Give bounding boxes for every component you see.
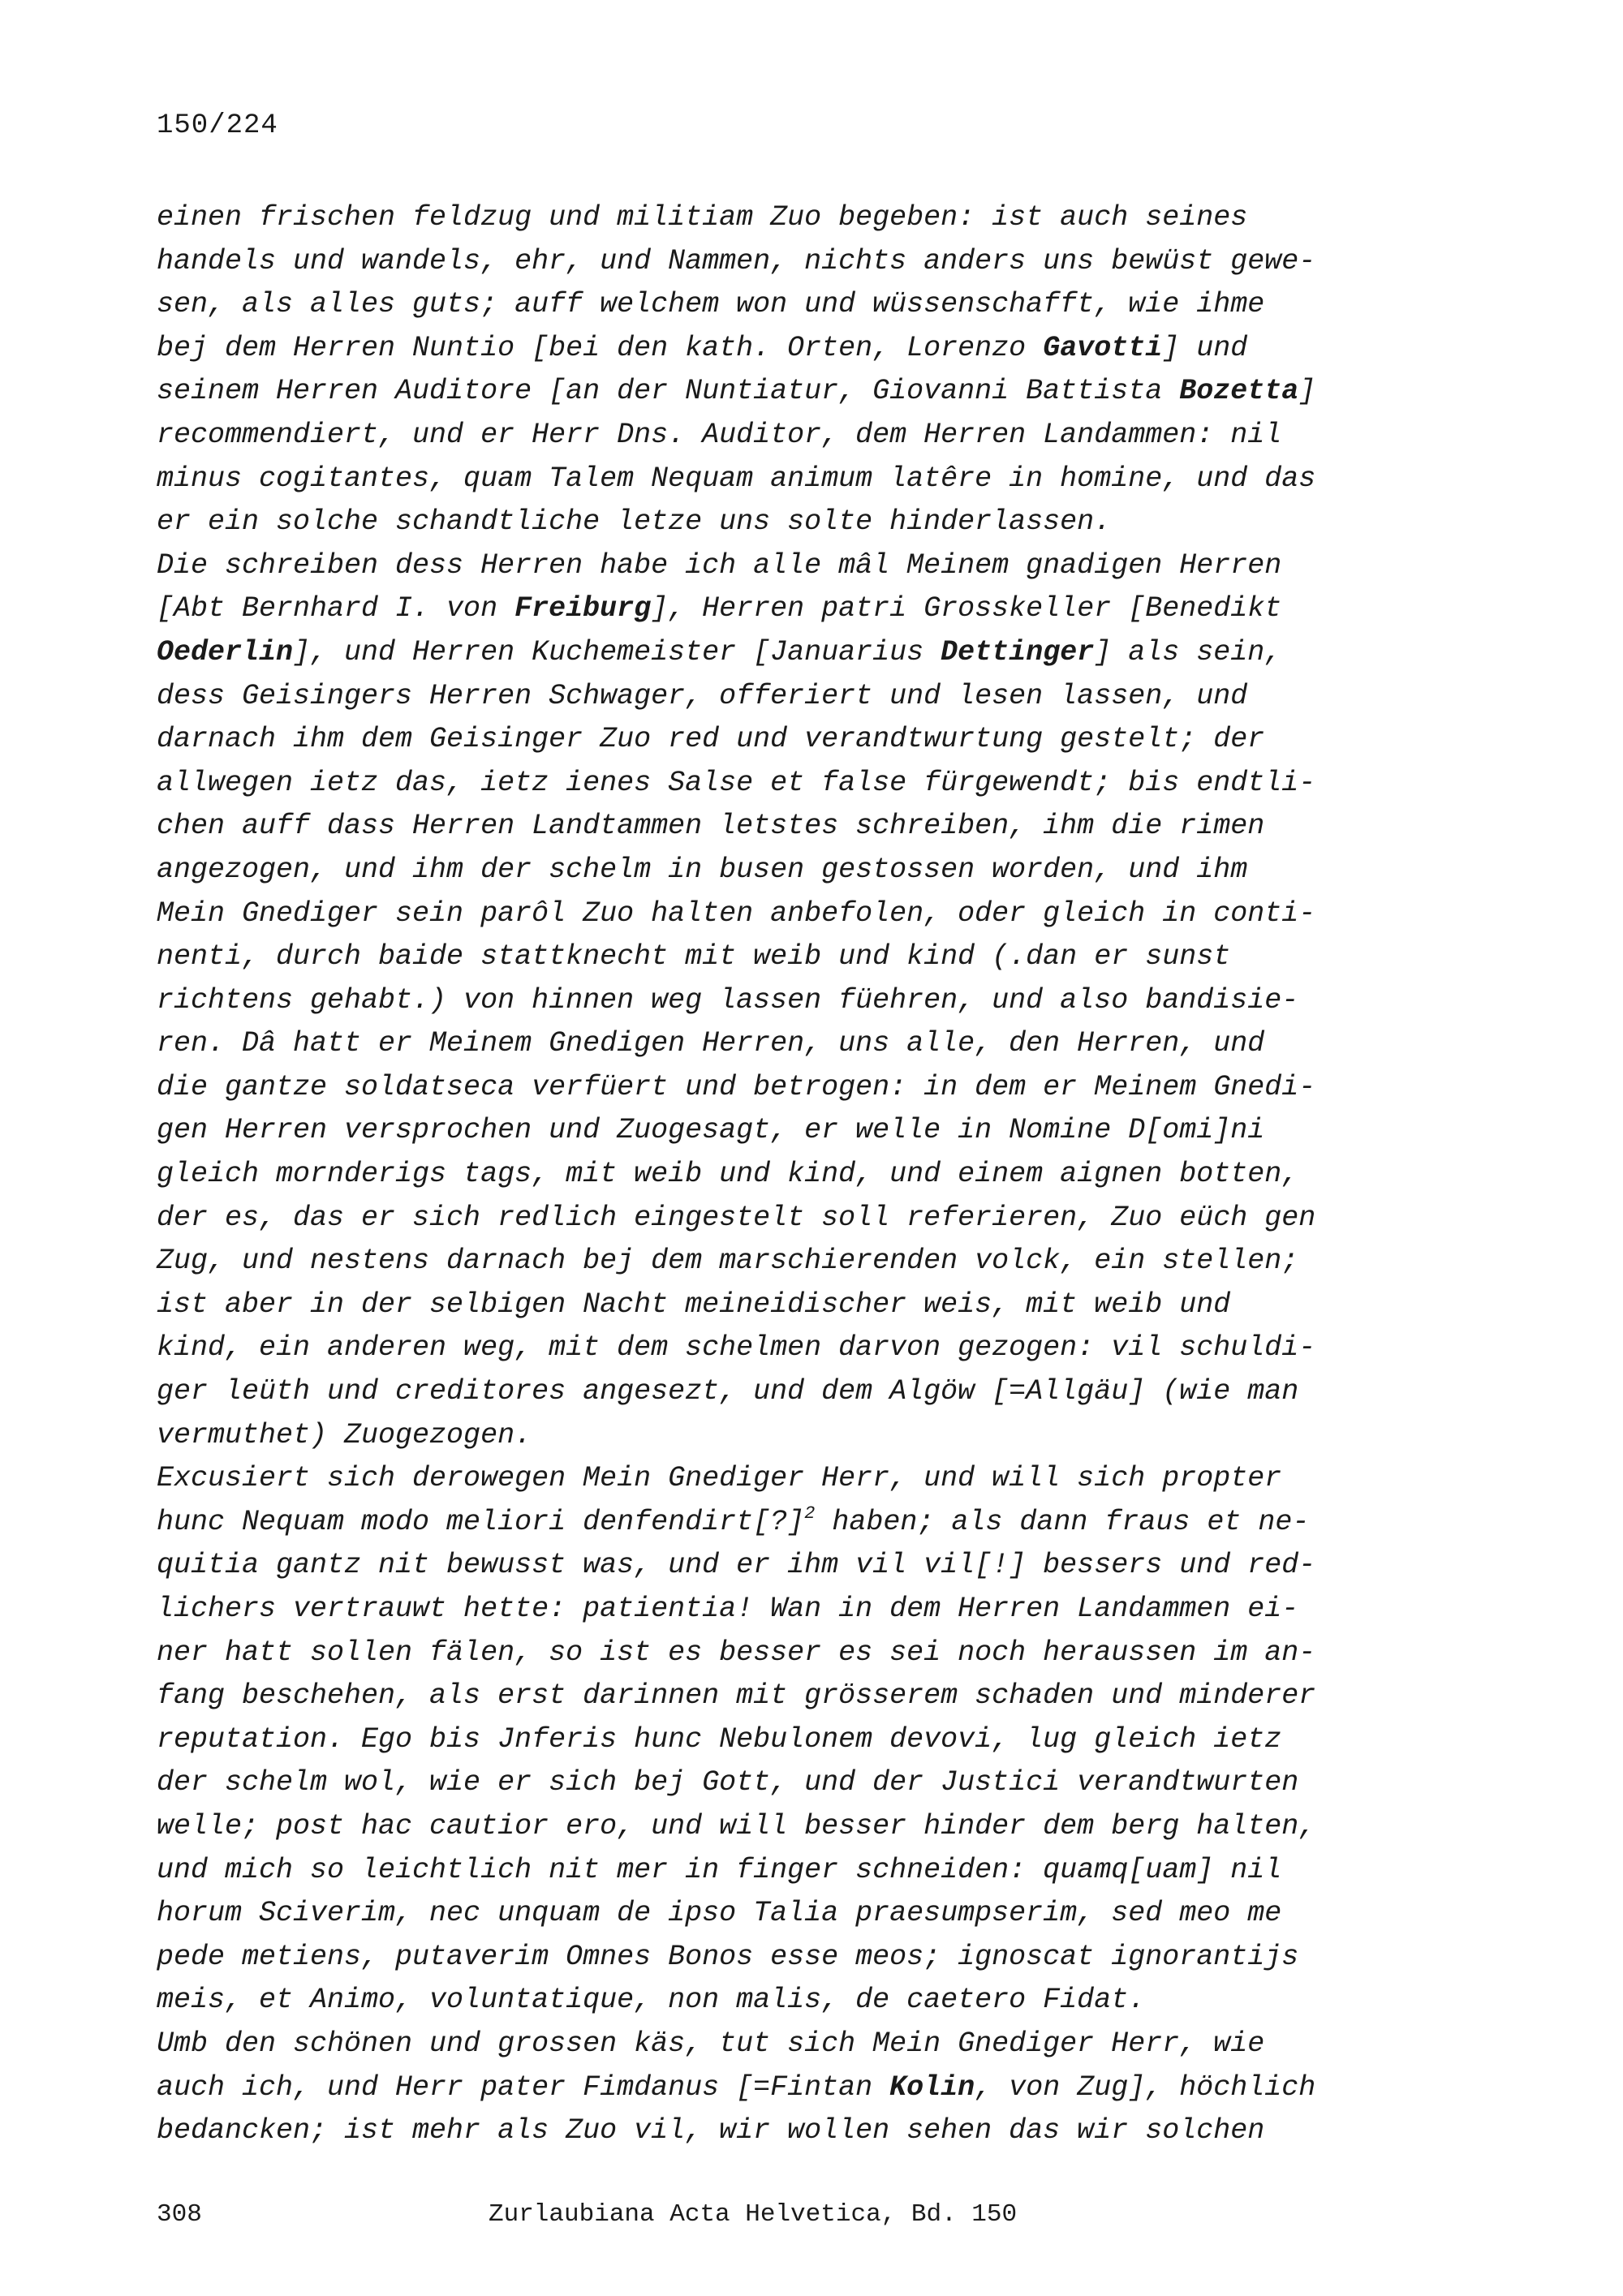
text-line: der schelm wol, wie er sich bej Gott, und der Justici verandtwurten (157, 1766, 1299, 1799)
footer-publication-title: Zurlaubiana Acta Helvetica, Bd. 150 (489, 2200, 1018, 2229)
page-indicator: 150/224 (157, 110, 278, 141)
text-line: ist aber in der selbigen Nacht meineidischer weis, mit weib und (157, 1288, 1231, 1321)
text-line: pede metiens, putaverim Omnes Bonos esse meos; ignoscat ignorantijs (157, 1940, 1299, 1973)
text-line: reputation. Ego bis Jnferis hunc Nebulonem devovi, lug gleich ietz (157, 1722, 1282, 1756)
text-line: richtens gehabt.) von hinnen weg lassen füehren, und also bandisie- (157, 983, 1299, 1017)
text-line: seinem Herren Auditore [an der Nuntiatur, Giovanni Battista Bozetta] (157, 375, 1316, 408)
text-line: allwegen ietz das, ietz ienes Salse et false fürgewendt; bis endtli- (157, 766, 1316, 799)
text-line: bedancken; ist mehr als Zuo vil, wir wollen sehen das wir solchen (157, 2114, 1265, 2148)
text-line: auch ich, und Herr pater Fimdanus [=Fintan Kolin, von Zug], höchlich (157, 2070, 1316, 2104)
person-name: Gavotti (1043, 331, 1163, 364)
text-line: lichers vertrauwt hette: patientia! Wan in dem Herren Landammen ei- (157, 1593, 1299, 1625)
text-line: gleich mornderigs tags, mit weib und kind, und einem aignen botten, (157, 1158, 1299, 1191)
text-line: nenti, durch baide stattknecht mit weib und kind (.dan er sunst (157, 940, 1231, 974)
person-name: Bozetta (1179, 375, 1299, 408)
person-name: Oederlin (157, 635, 294, 669)
text-line: er ein solche schandtliche letze uns solte hinderlassen. (157, 505, 1112, 539)
body-text (157, 196, 1406, 2153)
text-line: hunc Nequam modo meliori denfendirt[?]$^2$ haben; als dann fraus et ne- (157, 1503, 1310, 1538)
text-line: [Abt Bernhard I. von Freiburg], Herren patri Grosskeller [Benedikt (157, 592, 1282, 626)
text-line: Mein Gnediger sein parôl Zuo halten anbefolen, oder gleich in conti- (157, 896, 1316, 930)
text-line: welle; post hac cautior ero, und will besser hinder dem berg halten, (157, 1809, 1316, 1842)
text-line: kind, ein anderen weg, mit dem schelmen darvon gezogen: vil schuldi- (157, 1331, 1316, 1365)
person-name: Kolin (889, 2070, 975, 2104)
text-line: ren. Dâ hatt er Meinem Gnedigen Herren, uns alle, den Herren, und (157, 1027, 1265, 1060)
text-line: gen Herren versprochen und Zuogesagt, er welle in Nomine D[omi]ni (157, 1114, 1265, 1147)
text-line: Oederlin], und Herren Kuchemeister [Januarius Dettinger] als sein, (157, 635, 1282, 669)
text-line: bej dem Herren Nuntio [bei den kath. Orten, Lorenzo Gavotti] und (157, 331, 1248, 364)
text-line: horum Sciverim, nec unquam de ipso Talia praesumpserim, sed meo me (157, 1897, 1282, 1930)
text-line: und mich so leichtlich nit mer in finger schneiden: quamq[uam] nil (157, 1853, 1282, 1886)
text-line: fang beschehen, als erst darinnen mit grösserem schaden und minderer (157, 1679, 1316, 1713)
footer-page-number: 308 (157, 2200, 202, 2229)
text-line: ger leüth und creditores angesezt, und dem Algöw [=Allgäu] (wie man (157, 1375, 1299, 1408)
text-line: darnach ihm dem Geisinger Zuo red und verandtwurtung gestelt; der (157, 723, 1265, 756)
person-name: Dettinger (941, 635, 1095, 669)
text-line: dess Geisingers Herren Schwager, offeriert und lesen lassen, und (157, 679, 1248, 712)
text-line: die gantze soldatseca verfüert und betrogen: in dem er Meinem Gnedi- (157, 1070, 1316, 1103)
text-line: angezogen, und ihm der schelm in busen gestossen worden, und ihm (157, 853, 1248, 886)
text-line: minus cogitantes, quam Talem Nequam animum latêre in homine, und das (157, 462, 1316, 495)
text-line: quitia gantz nit bewusst was, und er ihm vil vil[!] bessers und red- (157, 1549, 1316, 1582)
text-line: sen, als alles guts; auff welchem won und wüssenschafft, wie ihme (157, 288, 1265, 321)
text-line: der es, das er sich redlich eingestelt soll referieren, Zuo eüch gen (157, 1201, 1316, 1234)
text-line: meis, et Animo, voluntatique, non malis, de caetero Fidat. (157, 1984, 1146, 2017)
text-line: ner hatt sollen fälen, so ist es besser es sei noch heraussen im an- (157, 1636, 1316, 1669)
text-line: vermuthet) Zuogezogen. (157, 1418, 532, 1451)
text-line: recommendiert, und er Herr Dns. Auditor, dem Herren Landammen: nil (157, 418, 1282, 451)
text-line: Die schreiben dess Herren habe ich alle mâl Meinem gnadigen Herren (157, 548, 1282, 582)
person-name: Freiburg (514, 592, 652, 626)
text-line: einen frischen feldzug und militiam Zuo begeben: ist auch seines (157, 201, 1248, 234)
footnote-marker: 2 (804, 1503, 816, 1524)
text-line: chen auff dass Herren Landtammen letstes schreiben, ihm die rimen (157, 810, 1265, 843)
text-line: handels und wandels, ehr, und Nammen, nichts anders uns bewüst gewe- (157, 244, 1316, 277)
text-line: Zug, und nestens darnach bej dem marschierenden volck, ein stellen; (157, 1245, 1299, 1278)
text-line: Umb den schönen und grossen käs, tut sich Mein Gnediger Herr, wie (157, 2027, 1265, 2060)
text-line: Excusiert sich derowegen Mein Gnediger Herr, und will sich propter (157, 1462, 1282, 1495)
